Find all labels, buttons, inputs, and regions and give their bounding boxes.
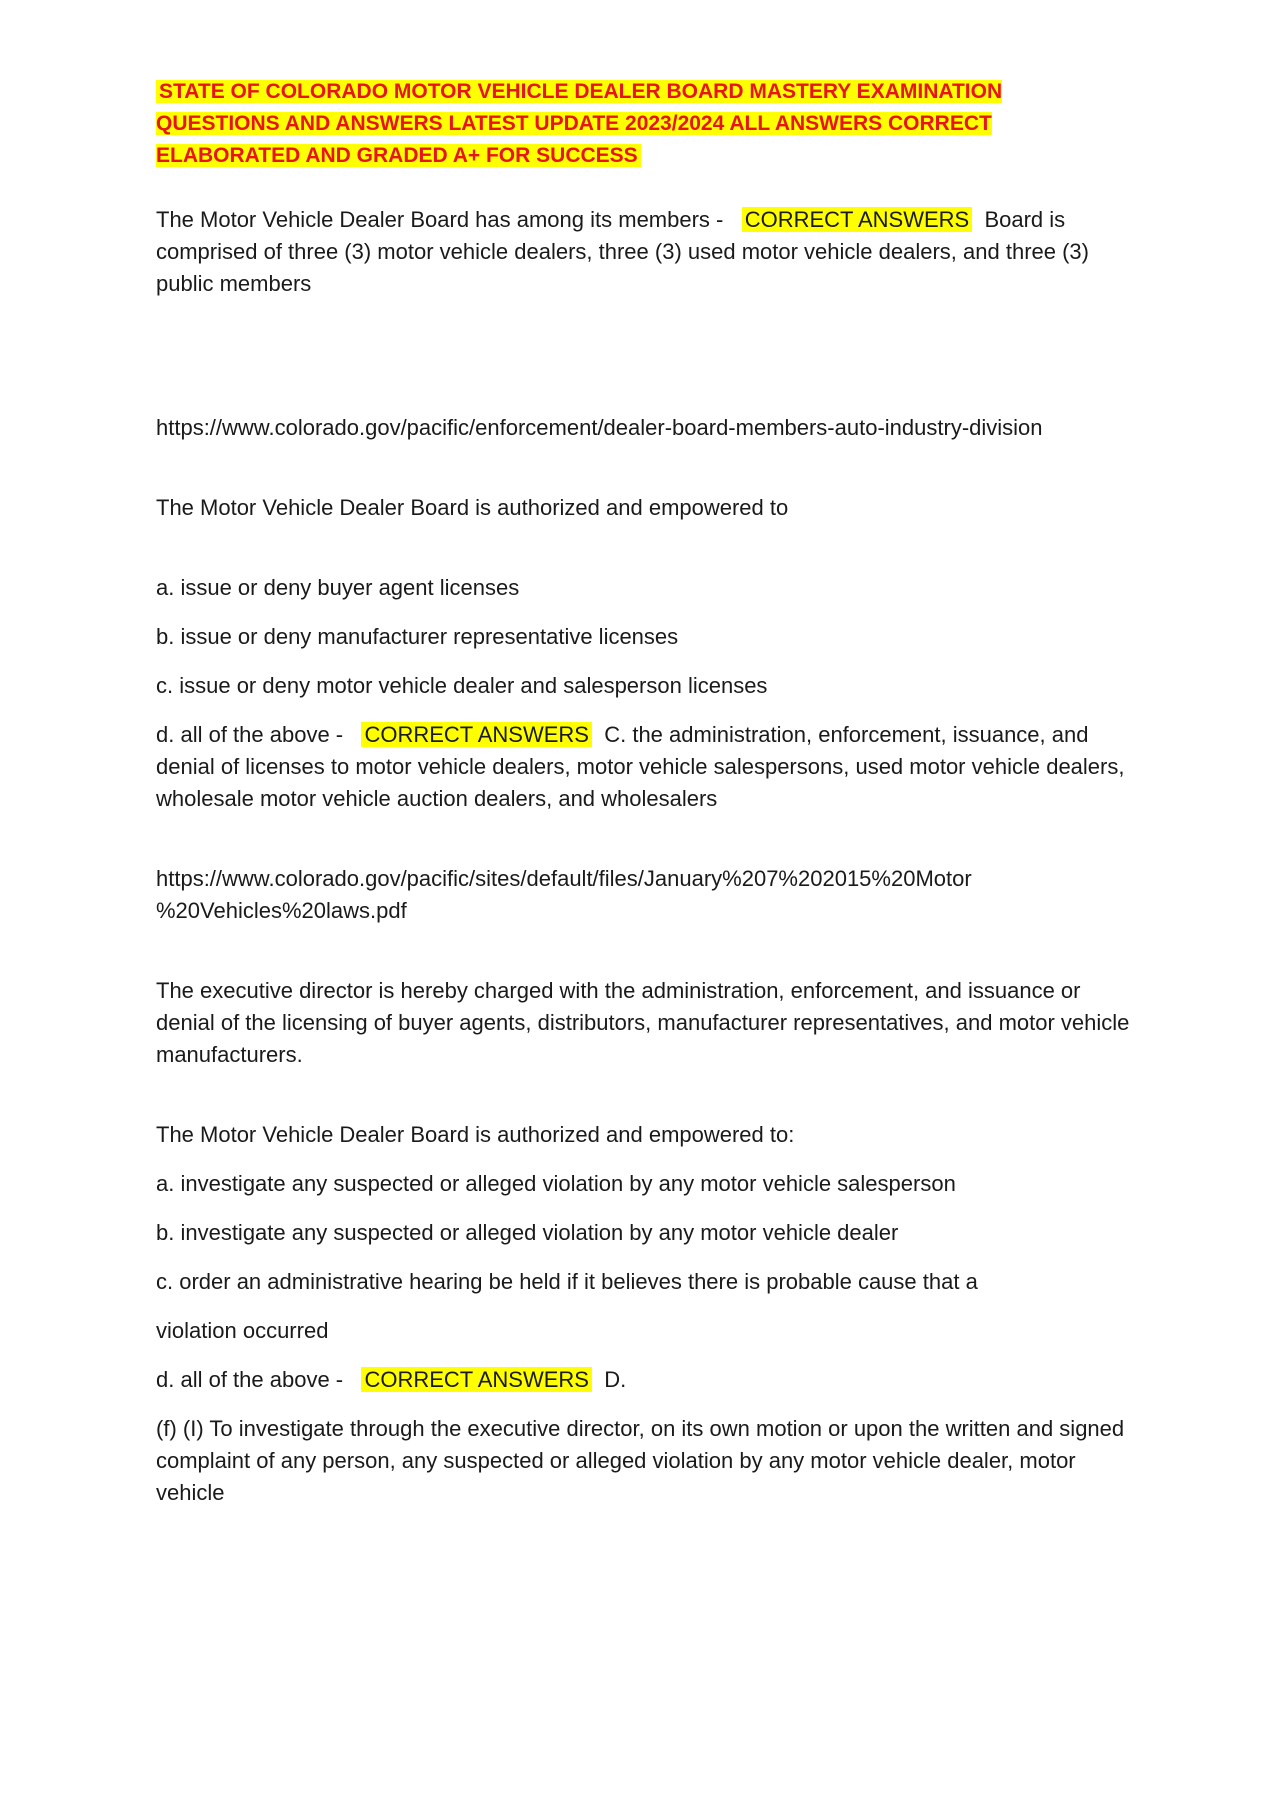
title-highlight: STATE OF COLORADO MOTOR VEHICLE DEALER BOARD MASTERY EXAMINATION QUESTIONS AND ANSWERS LATEST UPDATE 2023/2024 ALL ANSWERS CORRECT ELABORATED AND GRADED A+ FOR SUCCESS (156, 80, 1003, 167)
spacer (156, 300, 1136, 412)
reference-url-2 (156, 863, 1136, 927)
spacer (156, 815, 1136, 863)
document-page (156, 76, 1136, 1509)
spacer (156, 524, 1136, 572)
question-1-answer: Board is comprised of three (3) motor vehicle dealers, three (3) used motor vehicle dealers, and three (3) public members (156, 207, 1089, 296)
question-1 (156, 204, 1136, 300)
question-3-explanation: (f) (I) To investigate through the executive director, on its own motion or upon the written and signed complaint of any person, any suspected or alleged violation by any motor vehicle dealer, motor vehicle (156, 1416, 1125, 1505)
executive-director-note: The executive director is hereby charged with the administration, enforcement, and issuance or denial of the licensing of buyer agents, distributors, manufacturer representatives, and motor vehicle manufacturers. (156, 978, 1130, 1067)
question-2: The Motor Vehicle Dealer Board is authorized and empowered to (156, 495, 789, 520)
reference-url-2-line-2: %20Vehicles%20laws.pdf (156, 898, 407, 923)
question-3-option-c-line-2: violation occurred (156, 1318, 329, 1343)
question-2-answer: C. the administration, enforcement, issuance, and denial of licenses to motor vehicle dealers, motor vehicle salespersons, used motor vehicle dealers, wholesale motor vehicle auction dealers, and wholesalers (156, 722, 1125, 811)
spacer (156, 444, 1136, 492)
correct-answers-label: CORRECT ANSWERS (361, 722, 592, 747)
spacer (156, 172, 1136, 204)
question-3-option-a: a. investigate any suspected or alleged violation by any motor vehicle salesperson (156, 1171, 956, 1196)
reference-url-2-line-1: https://www.colorado.gov/pacific/sites/default/files/January%207%202015%20Motor (156, 866, 972, 891)
spacer (156, 1071, 1136, 1119)
spacer (156, 927, 1136, 975)
question-2-option-d (156, 719, 1136, 815)
question-3-answer: D. (604, 1367, 627, 1392)
question-3-option-d-text: d. all of the above - (156, 1367, 344, 1392)
question-3: The Motor Vehicle Dealer Board is authorized and empowered to: (156, 1122, 795, 1147)
question-2-option-b: b. issue or deny manufacturer representative licenses (156, 624, 679, 649)
correct-answers-label: CORRECT ANSWERS (742, 207, 973, 232)
question-3-option-b: b. investigate any suspected or alleged violation by any motor vehicle dealer (156, 1220, 899, 1245)
question-3-option-c-line-1: c. order an administrative hearing be held if it believes there is probable cause that a (156, 1269, 978, 1294)
question-3-option-d (156, 1364, 1136, 1396)
document-title (156, 76, 1036, 172)
reference-url-1: https://www.colorado.gov/pacific/enforcement/dealer-board-members-auto-industry-division (156, 415, 1043, 440)
question-2-option-d-text: d. all of the above - (156, 722, 344, 747)
question-2-option-a: a. issue or deny buyer agent licenses (156, 575, 520, 600)
question-2-option-c: c. issue or deny motor vehicle dealer and salesperson licenses (156, 673, 768, 698)
question-1-text: The Motor Vehicle Dealer Board has among its members - (156, 207, 724, 232)
correct-answers-label: CORRECT ANSWERS (361, 1367, 592, 1392)
